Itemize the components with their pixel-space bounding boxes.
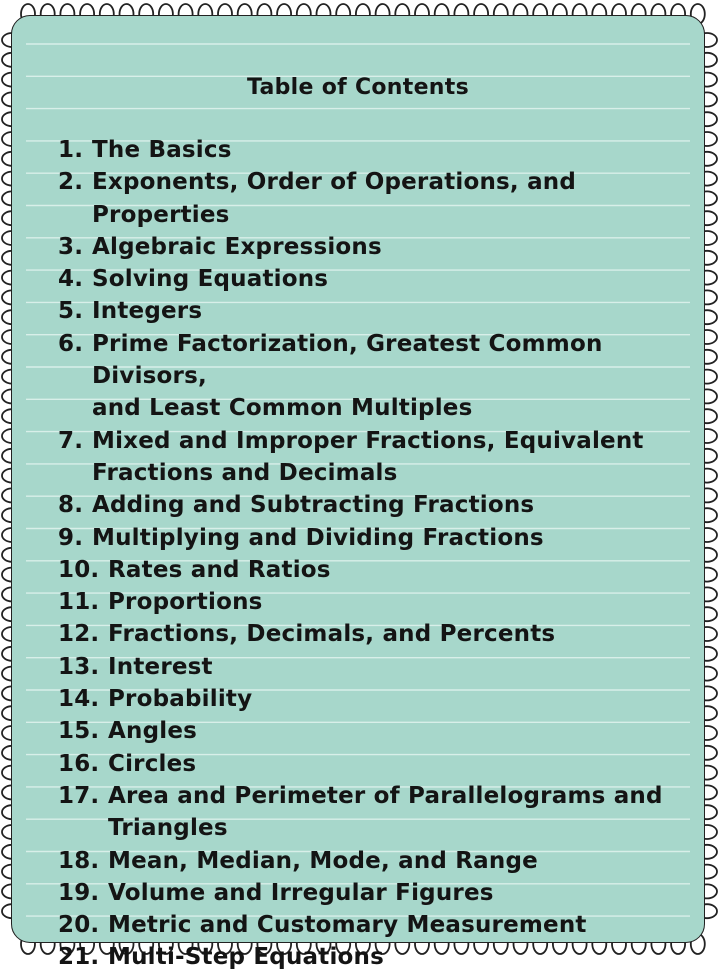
toc-entry-number: 16. bbox=[58, 750, 100, 777]
toc-entry-title: Circles bbox=[108, 750, 197, 777]
toc-entry-title: Multiplying and Dividing Fractions bbox=[92, 524, 544, 551]
toc-entry-title: Angles bbox=[108, 718, 198, 745]
toc-entry-number: 5. bbox=[58, 298, 84, 325]
toc-entry-title: Metric and Customary Measurement bbox=[108, 912, 587, 939]
toc-entry-number: 8. bbox=[58, 492, 84, 519]
toc-entry-number: 15. bbox=[58, 718, 100, 745]
notebook-card bbox=[12, 16, 704, 971]
toc-entry bbox=[58, 877, 688, 909]
toc-entry-title: Adding and Subtracting Fractions bbox=[92, 492, 535, 519]
toc-entry bbox=[58, 683, 688, 715]
toc-entry-number: 10. bbox=[58, 556, 100, 583]
toc-entry-title: Rates and Ratios bbox=[108, 556, 331, 583]
toc-entry bbox=[58, 941, 688, 973]
toc-entry bbox=[58, 522, 688, 554]
toc-entry-title: Fractions, Decimals, and Percents bbox=[108, 621, 556, 648]
toc-entry-number: 19. bbox=[58, 879, 100, 906]
toc-entry bbox=[58, 780, 688, 845]
toc-entry-title: Algebraic Expressions bbox=[92, 233, 382, 260]
toc-entry bbox=[58, 295, 688, 327]
toc-entry-number: 17. bbox=[58, 782, 100, 809]
toc-entry-number: 13. bbox=[58, 653, 100, 680]
toc-entry bbox=[58, 845, 688, 877]
toc-entry-number: 3. bbox=[58, 233, 84, 260]
toc-entry bbox=[58, 909, 688, 941]
toc-entry-title: Area and Perimeter of Parallelograms and Triangles bbox=[108, 782, 663, 842]
toc-entry bbox=[58, 618, 688, 650]
toc-entry bbox=[58, 748, 688, 780]
toc-entry bbox=[58, 554, 688, 586]
toc-entry-number: 21. bbox=[58, 944, 100, 971]
page-title: Table of Contents bbox=[247, 75, 469, 100]
toc-entry-title: Solving Equations bbox=[92, 266, 329, 293]
toc-entry-number: 4. bbox=[58, 266, 84, 293]
toc-entry-number: 11. bbox=[58, 589, 100, 616]
toc-entry bbox=[58, 231, 688, 263]
toc-entry-title: The Basics bbox=[92, 137, 232, 163]
toc-entry-title: Interest bbox=[108, 653, 213, 680]
toc-entry-number: 9. bbox=[58, 524, 84, 551]
toc-entry-number: 12. bbox=[58, 621, 100, 648]
toc-entry-number: 20. bbox=[58, 912, 100, 939]
toc-entry-number: 2. bbox=[58, 169, 84, 196]
toc-entry-number: 1. bbox=[58, 137, 84, 163]
toc-entry bbox=[58, 263, 688, 295]
toc-entry-number: 14. bbox=[58, 686, 100, 713]
toc-entry bbox=[58, 425, 688, 490]
toc-entry bbox=[58, 328, 688, 425]
toc-entry-title: Exponents, Order of Operations, and Properties bbox=[92, 169, 577, 228]
toc-entry-number: 7. bbox=[58, 427, 84, 454]
toc-entry-title: Multi-Step Equations bbox=[108, 944, 385, 971]
toc-entry bbox=[58, 134, 688, 166]
toc-entry bbox=[58, 715, 688, 747]
toc-entry-title: Probability bbox=[108, 686, 253, 713]
toc-entry-title: Integers bbox=[92, 298, 203, 325]
toc-entry bbox=[58, 586, 688, 618]
toc-entry bbox=[58, 489, 688, 521]
toc-entry-title: Proportions bbox=[108, 589, 263, 616]
toc-entry bbox=[58, 166, 688, 231]
toc-entry-number: 6. bbox=[58, 330, 84, 357]
toc-entry bbox=[58, 651, 688, 683]
table-of-contents bbox=[58, 134, 688, 974]
toc-entry-number: 18. bbox=[58, 847, 100, 874]
toc-entry-title: Mixed and Improper Fractions, Equivalent Fractions and Decimals bbox=[92, 427, 644, 486]
toc-entry-title: Volume and Irregular Figures bbox=[108, 879, 494, 906]
toc-entry-title: Mean, Median, Mode, and Range bbox=[108, 847, 538, 874]
toc-entry-title: Prime Factorization, Greatest Common Divisors, and Least Common Multiples bbox=[92, 330, 603, 422]
